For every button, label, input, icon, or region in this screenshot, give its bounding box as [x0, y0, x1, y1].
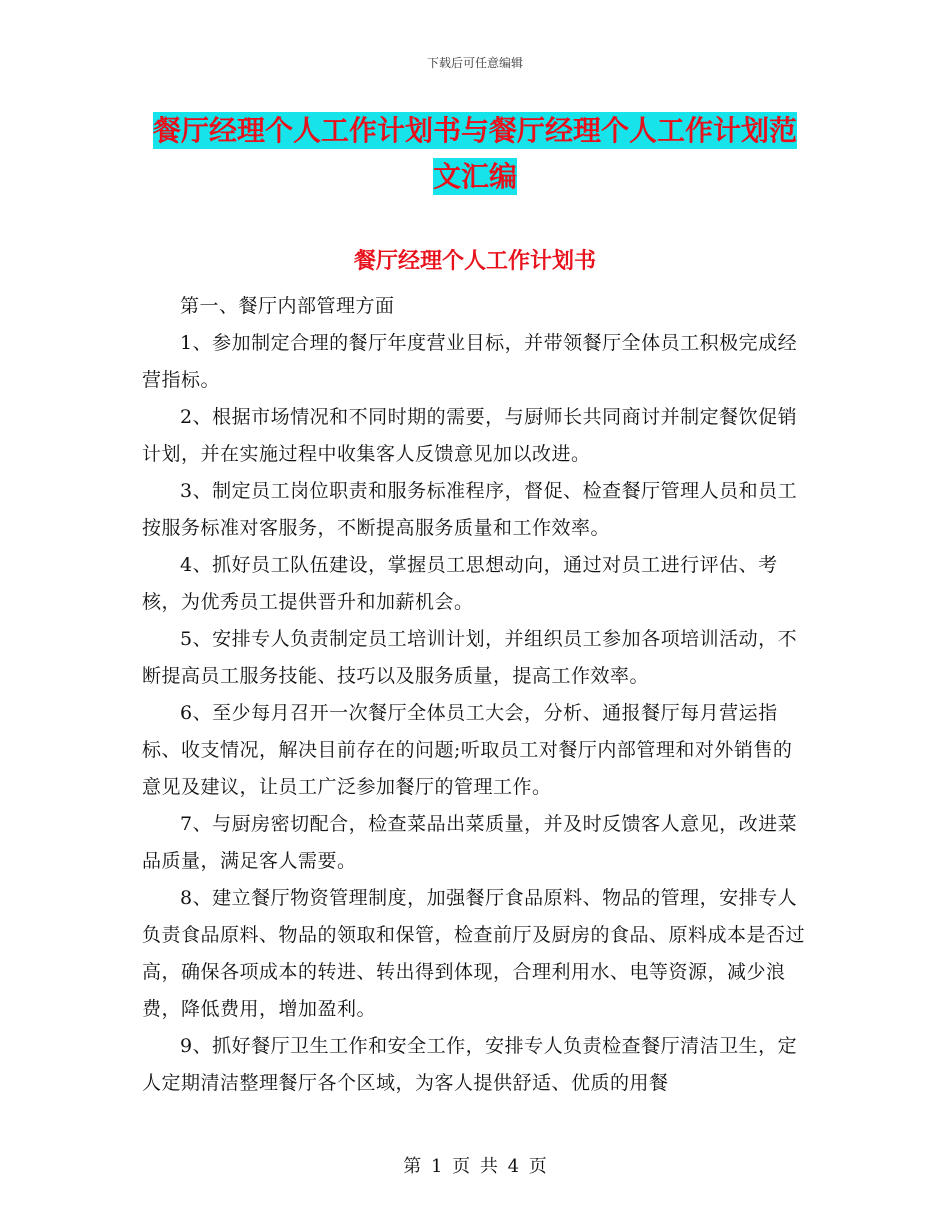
document-body	[142, 288, 810, 1102]
paragraph: 4、抓好员工队伍建设，掌握员工思想动向，通过对员工进行评估、考核，为优秀员工提供晋升和加薪机会。	[142, 554, 778, 613]
paragraph: 1、参加制定合理的餐厅年度营业目标，并带领餐厅全体员工积极完成经营指标。	[142, 332, 798, 391]
page-footer: 第 1 页 共 4 页	[403, 1156, 547, 1177]
header-note: 下载后可任意编辑	[426, 56, 523, 70]
title-line-1: 餐厅经理个人工作计划书与餐厅经理个人工作计划范	[152, 114, 797, 147]
paragraph-heading: 第一、餐厅内部管理方面	[180, 295, 395, 317]
paragraph: 5、安排专人负责制定员工培训计划，并组织员工参加各项培训活动，不断提高员工服务技能、技巧以及服务质量，提高工作效率。	[142, 628, 798, 687]
paragraph: 7、与厨房密切配合，检查菜品出菜质量，并及时反馈客人意见，改进菜品质量，满足客人需要。	[142, 813, 798, 872]
paragraph: 3、制定员工岗位职责和服务标准程序，督促、检查餐厅管理人员和员工按服务标准对客服务，不断提高服务质量和工作效率。	[142, 480, 798, 539]
section-title: 餐厅经理个人工作计划书	[353, 248, 596, 274]
paragraph: 8、建立餐厅物资管理制度，加强餐厅食品原料、物品的管理，安排专人负责食品原料、物品的领取和保管，检查前厅及厨房的食品、原料成本是否过高，确保各项成本的转进、转出得到体现，合理利用水、电等资源，减少浪费，降低费用，增加盈利。	[142, 887, 806, 1020]
document-title	[140, 108, 810, 200]
title-line-2: 文汇编	[432, 160, 517, 193]
paragraph: 2、根据市场情况和不同时期的需要，与厨师长共同商讨并制定餐饮促销计划，并在实施过程中收集客人反馈意见加以改进。	[142, 406, 798, 465]
paragraph: 6、至少每月召开一次餐厅全体员工大会，分析、通报餐厅每月营运指标、收支情况，解决目前存在的问题;听取员工对餐厅内部管理和对外销售的意见及建议，让员工广泛参加餐厅的管理工作。	[142, 702, 793, 798]
paragraph: 9、抓好餐厅卫生工作和安全工作，安排专人负责检查餐厅清洁卫生，定人定期清洁整理餐厅各个区域，为客人提供舒适、优质的用餐	[142, 1035, 798, 1094]
